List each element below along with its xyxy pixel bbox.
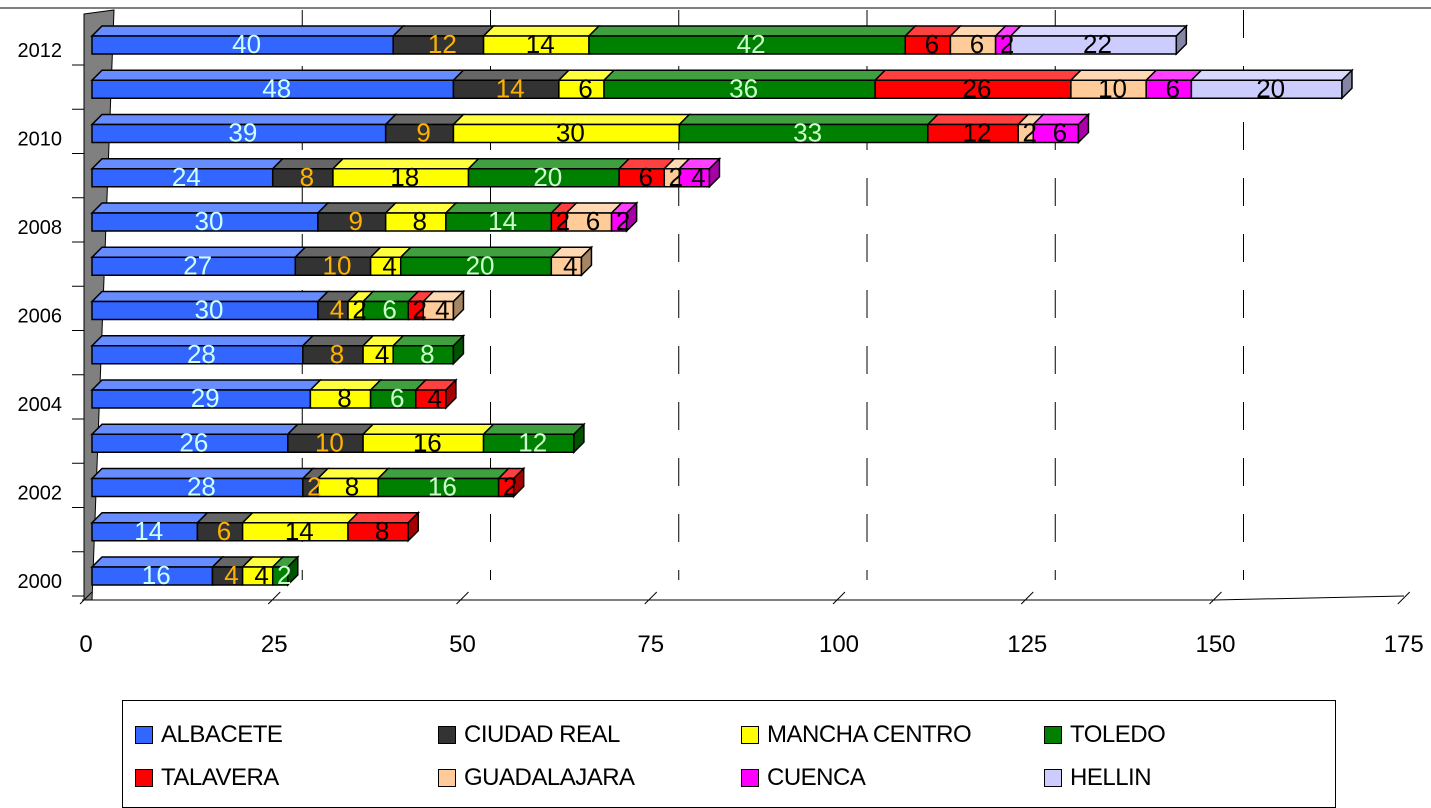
data-label-mancha-centro: 18	[390, 161, 420, 192]
data-label-mancha-centro: 4	[374, 338, 390, 369]
chart-legend	[122, 700, 1336, 808]
x-tick-label: 75	[637, 631, 665, 658]
data-label-hellin: 20	[1256, 73, 1286, 104]
y-tick-label: 2012	[17, 40, 62, 62]
data-label-guadalajara: 6	[969, 29, 985, 59]
legend-item-albacete	[135, 718, 282, 752]
data-label-guadalajara: 4	[435, 294, 450, 325]
y-tick-label: 2004	[17, 394, 62, 416]
legend-item-ciudad-real	[438, 718, 620, 752]
data-label-guadalajara: 2	[668, 161, 684, 192]
data-label-talavera: 8	[374, 515, 390, 546]
data-label-albacete: 29	[190, 383, 220, 413]
data-label-toledo: 20	[465, 250, 495, 281]
legend-item-cuenca	[741, 761, 865, 795]
legend-label: HELLIN	[1070, 764, 1152, 791]
data-label-mancha-centro: 14	[525, 29, 555, 59]
x-tick-label: 0	[79, 631, 93, 658]
data-label-guadalajara: 2	[1022, 117, 1037, 148]
data-label-mancha-centro: 8	[337, 383, 352, 413]
data-label-cuenca: 6	[1052, 117, 1068, 148]
x-tick-label: 175	[1383, 631, 1424, 658]
data-label-toledo: 12	[518, 427, 548, 458]
data-label-cuenca: 6	[1165, 73, 1181, 104]
data-label-ciudad-real: 9	[348, 206, 364, 236]
data-label-toledo: 8	[420, 338, 435, 369]
floor-tick	[645, 592, 657, 604]
data-label-hellin: 22	[1083, 29, 1112, 59]
data-label-ciudad-real: 2	[307, 471, 322, 502]
data-label-albacete: 16	[141, 560, 171, 590]
data-label-mancha-centro: 8	[344, 471, 360, 502]
legend-swatch	[135, 726, 153, 744]
data-label-talavera: 2	[555, 206, 571, 236]
legend-label: GUADALAJARA	[464, 764, 635, 791]
data-label-ciudad-real: 6	[216, 515, 232, 546]
data-label-toledo: 2	[277, 560, 292, 590]
data-label-ciudad-real: 8	[329, 338, 345, 369]
legend-swatch	[1044, 726, 1062, 744]
legend-swatch	[741, 769, 759, 787]
legend-item-guadalajara	[438, 761, 635, 795]
data-label-albacete: 48	[262, 73, 292, 104]
data-label-talavera: 26	[962, 73, 992, 104]
y-tick-label: 2006	[17, 305, 62, 328]
floor-tick	[1021, 592, 1033, 604]
legend-label: CIUDAD REAL	[464, 721, 620, 748]
x-axis-extension	[1214, 596, 1404, 600]
legend-swatch	[438, 726, 456, 744]
data-label-mancha-centro: 4	[382, 250, 397, 281]
data-label-mancha-centro: 14	[284, 515, 314, 546]
data-label-toledo: 16	[427, 471, 457, 502]
data-label-talavera: 2	[412, 294, 428, 325]
data-label-ciudad-real: 8	[299, 161, 315, 192]
y-tick-label: 2000	[17, 571, 62, 593]
data-label-talavera: 2	[502, 471, 518, 502]
data-label-ciudad-real: 14	[495, 73, 525, 104]
floor-tick	[833, 592, 845, 604]
legend-label: ALBACETE	[161, 721, 283, 748]
data-label-toledo: 36	[729, 73, 759, 104]
x-tick-label: 50	[449, 631, 476, 658]
legend-label: TOLEDO	[1070, 721, 1166, 748]
data-label-ciudad-real: 4	[224, 560, 239, 590]
data-label-ciudad-real: 9	[416, 117, 431, 148]
data-label-ciudad-real: 10	[322, 250, 352, 281]
y-tick-label: 2002	[17, 482, 62, 505]
data-label-toledo: 6	[382, 294, 397, 325]
data-label-cuenca: 4	[691, 161, 706, 192]
data-label-albacete: 27	[183, 250, 213, 281]
floor-tick	[1210, 592, 1222, 604]
data-label-albacete: 26	[179, 427, 209, 458]
data-label-guadalajara: 10	[1098, 73, 1128, 104]
data-label-ciudad-real: 12	[427, 29, 457, 59]
data-label-albacete: 30	[194, 294, 224, 325]
data-label-toledo: 14	[488, 206, 518, 236]
floor-tick	[457, 592, 469, 604]
data-label-albacete: 24	[171, 161, 201, 192]
legend-swatch	[1044, 769, 1062, 787]
data-label-mancha-centro: 8	[412, 206, 428, 236]
data-label-talavera: 6	[924, 29, 940, 59]
y-tick-label: 2010	[17, 128, 62, 151]
floor-tick	[1398, 592, 1410, 604]
data-label-albacete: 40	[232, 29, 262, 59]
data-label-cuenca: 2	[999, 29, 1015, 59]
data-label-albacete: 30	[194, 206, 224, 236]
data-label-guadalajara: 4	[563, 250, 578, 281]
data-label-toledo: 20	[533, 161, 563, 192]
data-label-albacete: 39	[228, 117, 258, 148]
data-label-toledo: 42	[736, 29, 766, 59]
legend-label: MANCHA CENTRO	[767, 721, 972, 748]
floor-tick	[268, 592, 280, 604]
data-label-cuenca: 2	[615, 206, 631, 236]
y-tick-label: 2008	[17, 217, 62, 239]
data-label-talavera: 6	[638, 161, 653, 192]
data-label-toledo: 6	[389, 383, 405, 413]
legend-swatch	[135, 769, 153, 787]
data-label-ciudad-real: 10	[314, 427, 344, 458]
data-label-albacete: 28	[186, 471, 216, 502]
legend-item-toledo	[1044, 718, 1165, 752]
data-label-guadalajara: 6	[585, 206, 601, 236]
data-label-ciudad-real: 4	[329, 294, 345, 325]
data-label-talavera: 12	[962, 117, 992, 148]
legend-swatch	[741, 726, 759, 744]
data-label-mancha-centro: 2	[352, 294, 367, 325]
bars	[92, 26, 1352, 585]
data-label-mancha-centro: 4	[254, 560, 269, 590]
x-tick-label: 150	[1195, 631, 1236, 658]
data-label-toledo: 33	[793, 117, 823, 148]
legend-label: TALAVERA	[161, 764, 279, 791]
data-label-mancha-centro: 16	[412, 427, 442, 458]
legend-item-hellin	[1044, 761, 1151, 795]
data-label-talavera: 4	[427, 383, 443, 413]
x-tick-label: 100	[818, 631, 860, 658]
legend-label: CUENCA	[767, 764, 866, 791]
legend-item-talavera	[135, 761, 279, 795]
data-label-mancha-centro: 30	[555, 117, 585, 148]
data-label-albacete: 14	[134, 515, 164, 546]
x-tick-label: 125	[1007, 631, 1048, 658]
data-label-mancha-centro: 6	[578, 73, 593, 104]
x-tick-label: 25	[260, 631, 288, 658]
legend-swatch	[438, 769, 456, 787]
data-label-albacete: 28	[186, 338, 216, 369]
legend-item-mancha-centro	[741, 718, 971, 752]
